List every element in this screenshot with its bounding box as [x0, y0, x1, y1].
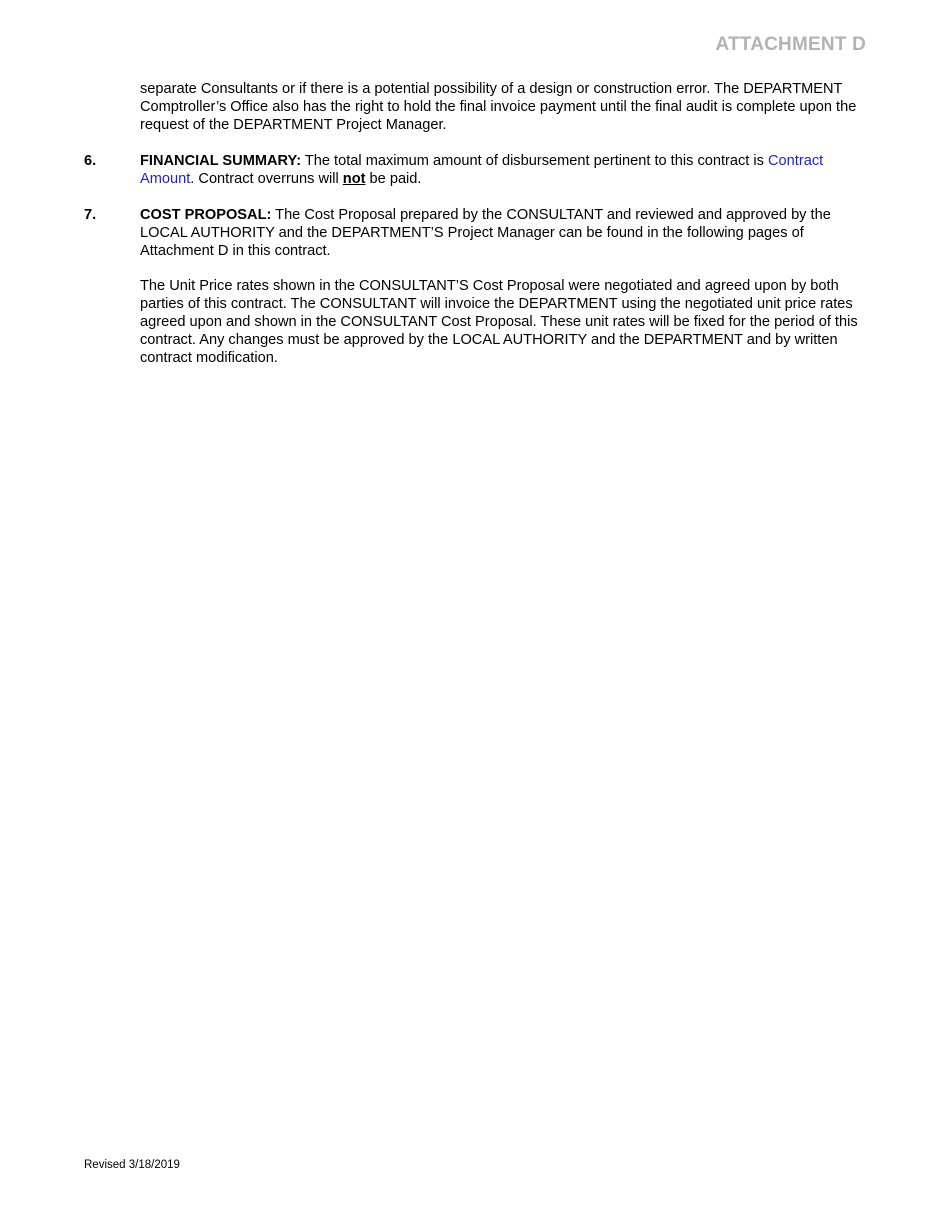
section-6-paragraph: [140, 152, 870, 188]
contract-amount-field[interactable]: Contract Amount: [140, 153, 824, 187]
section-6-number: 6.: [84, 153, 97, 169]
revision-footer: Revised 3/18/2019: [84, 1159, 180, 1171]
not-emphasis: not: [342, 171, 366, 187]
section-7-number: 7.: [84, 207, 97, 223]
section-6-text-middle: . Contract overruns will: [190, 171, 343, 187]
section-7-heading: COST PROPOSAL:: [140, 207, 272, 223]
section-7-paragraph: [140, 206, 870, 260]
section-7-paragraph-2: The Unit Price rates shown in the CONSULTANT’S Cost Proposal were negotiated and agreed upon by both parties of this contract. The CONSULTANT will invoice the DEPARTMENT using the negotiated unit price rates agreed upon and shown in the CONSULTANT Cost Proposal. These unit rates will be fixed for the period of this contract. Any changes must be approved by the LOCAL AUTHORITY and the DEPARTMENT and by written contract modification.: [140, 278, 858, 366]
section-6-text-after: be paid.: [365, 171, 422, 187]
continuation-paragraph: separate Consultants or if there is a potential possibility of a design or construction error. The DEPARTMENT Comptroller’s Office also has the right to hold the final invoice payment until the final audit is complete upon the request of the DEPARTMENT Project Manager.: [140, 81, 857, 133]
section-6-text-before: The total maximum amount of disbursement pertinent to this contract is: [301, 153, 769, 169]
section-7-text: The Cost Proposal prepared by the CONSULTANT and reviewed and approved by the LOCAL AUTHORITY and the DEPARTMENT’S Project Manager can be found in the following pages of Attachment D in this contract.: [140, 207, 831, 259]
section-6-heading: FINANCIAL SUMMARY:: [140, 153, 302, 169]
attachment-title: ATTACHMENT D: [715, 34, 866, 55]
